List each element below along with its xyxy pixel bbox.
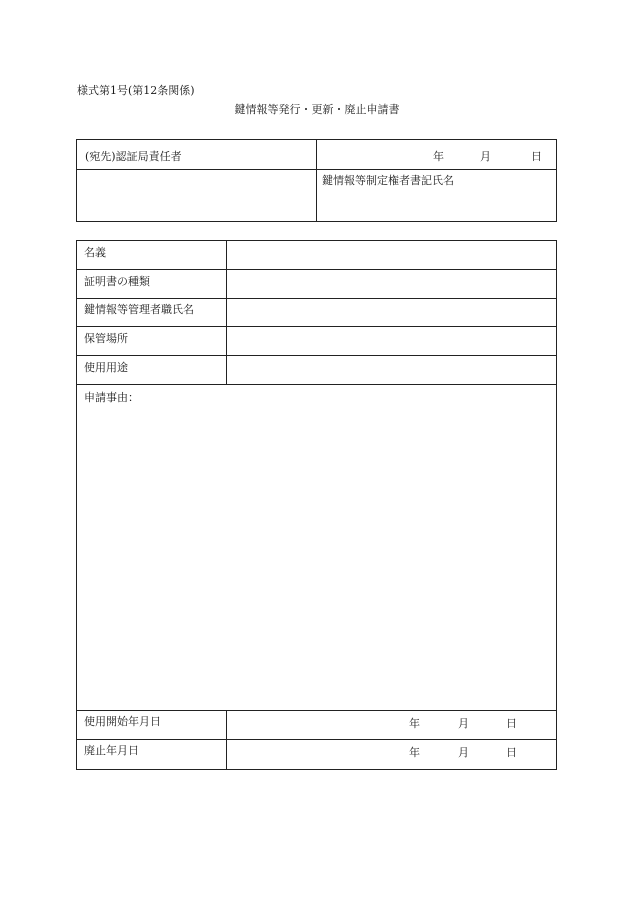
end-date-label: 廃止年月日 [84,744,139,757]
applicant-name-field[interactable] [322,188,550,218]
row-label-cert-type: 証明書の種類 [84,275,150,288]
application-table [76,240,557,770]
end-date-year-label: 年 [409,746,420,759]
row-label-usage: 使用用途 [84,361,128,374]
start-date-field[interactable] [229,712,399,736]
date-month-label: 月 [480,150,491,163]
reason-field[interactable] [84,407,549,705]
reason-label: 申請事由： [84,391,139,404]
date-year-label: 年 [433,150,444,163]
start-date-day-label: 日 [506,717,517,730]
row-field-usage[interactable] [229,358,551,382]
row-label-name: 名義 [84,246,106,259]
row-field-storage[interactable] [229,329,551,353]
addressee-label: (宛先)認証局責任者 [85,150,182,163]
row-field-name[interactable] [229,243,551,267]
end-date-month-label: 月 [458,746,469,759]
applicant-name-label: 鍵情報等制定権者書記氏名 [322,174,454,187]
addressee-field[interactable] [84,172,312,218]
page-title: 鍵情報等発行・更新・廃止申請書 [234,103,400,116]
row-field-key-manager[interactable] [229,300,551,324]
start-date-month-label: 月 [458,717,469,730]
date-day-label: 日 [531,150,542,163]
form-number: 様式第1号(第12条関係) [77,84,195,97]
end-date-day-label: 日 [506,746,517,759]
row-field-cert-type[interactable] [229,272,551,296]
row-label-storage: 保管場所 [84,332,128,345]
start-date-year-label: 年 [409,717,420,730]
address-box [76,139,557,222]
end-date-field[interactable] [229,741,399,765]
start-date-label: 使用開始年月日 [84,715,161,728]
row-label-key-manager: 鍵情報等管理者職氏名 [84,303,194,316]
